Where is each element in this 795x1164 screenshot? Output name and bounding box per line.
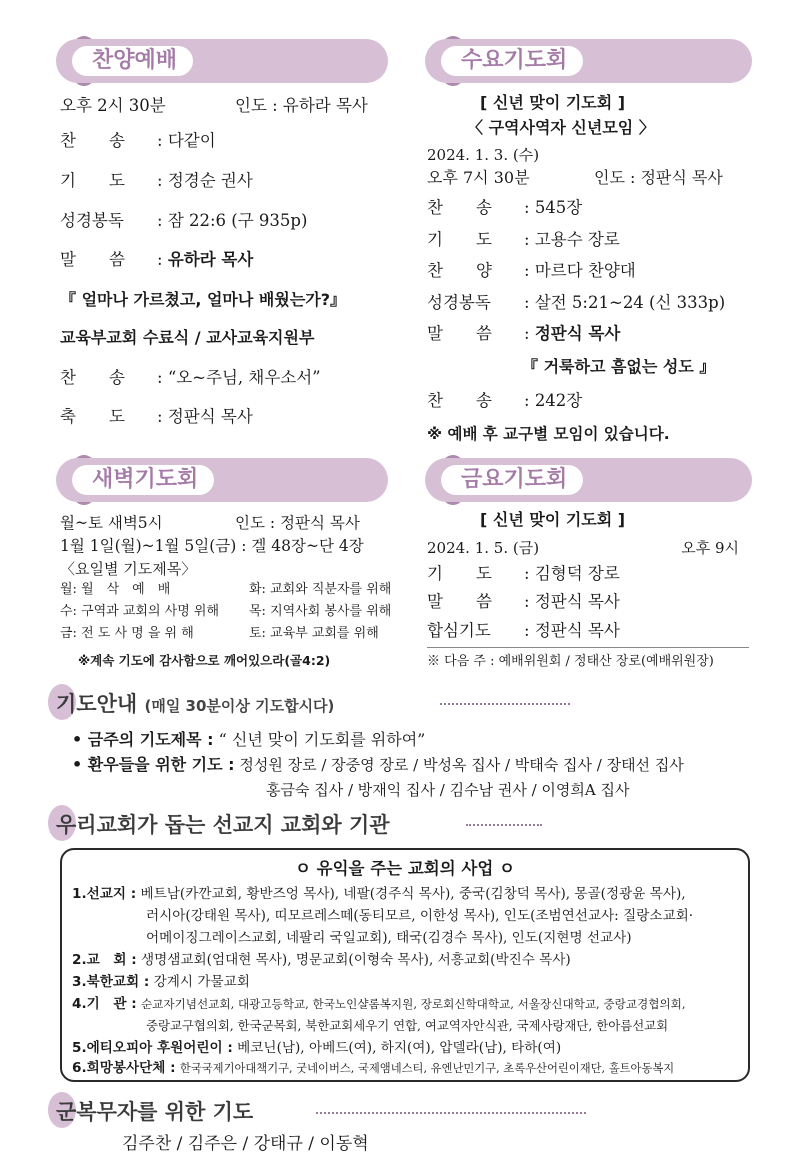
wednesday-row-choir: 찬 양 : 마르다 찬양대 [427, 261, 636, 280]
friday-next-week: ※ 다음 주 : 예배위원회 / 정태산 장로(예배위원장) [427, 654, 714, 669]
dawn-schedule: 월~토 새벽5시 [60, 514, 163, 532]
dawn-header [56, 458, 388, 502]
dawn-schedule-row [60, 511, 360, 535]
friday-date: 2024. 1. 5. (금) [427, 539, 540, 557]
friday-header [425, 458, 752, 502]
friday-heading: [ 신년 맞이 기도회 ] [480, 510, 626, 529]
praise-time: 오후 2시 30분 [60, 96, 166, 115]
praise-row-benediction: 축 도 : 정판식 목사 [60, 407, 253, 426]
dawn-leader: 인도 : 정판식 목사 [235, 514, 360, 532]
prayer-topic-value: “ 신년 맞이 기도회를 위하여” [218, 730, 426, 749]
dawn-title: 새벽기도회 [72, 465, 214, 495]
friday-row-sermon: 말 씀 : 정판식 목사 [427, 592, 620, 611]
dawn-topic-row: 수: 구역과 교회의 사명 위해 목: 지역사회 봉사를 위해 [60, 604, 392, 619]
soldiers-dots [316, 1112, 586, 1114]
friday-row-joint-prayer: 합심기도 : 정판식 목사 [427, 621, 620, 640]
missions-item-line: 중랑교구협의회, 한국군목회, 북한교회세우기 연합, 여교역자안식관, 국제사랑재단, 한아름선교회 [146, 1018, 669, 1033]
prayer-guide-title: 기도안내 [56, 692, 138, 716]
wednesday-row-sermon: 말 씀 : 정판식 목사 [427, 324, 621, 343]
prayer-guide-dots [440, 703, 570, 705]
wednesday-notice: ※ 예배 후 교구별 모임이 있습니다. [427, 425, 670, 443]
missions-heading: 우리교회가 돕는 선교지 교회와 기관 [56, 809, 390, 839]
prayer-guide-subtitle: (매일 30분이상 기도합시다) [144, 697, 335, 715]
wednesday-heading2: 〈 구역사역자 신년모임 〉 [467, 118, 655, 137]
soldiers-heading: 군복무자를 위한 기도 [56, 1096, 253, 1126]
praise-time-row [60, 94, 368, 118]
wednesday-leader: 인도 : 정판식 목사 [594, 168, 723, 187]
wednesday-header [425, 39, 752, 83]
missions-box-title: ㅇ 유익을 주는 교회의 사업 ㅇ [295, 859, 515, 878]
missions-item-line: 러시아(강태원 목사), 띠모르레스떼(동티모르, 이한성 목사), 인도(조범연선교사: 질랑소교회· [146, 908, 694, 924]
praise-service-header [56, 39, 388, 83]
missions-dots [466, 824, 542, 826]
missions-item-mission-field: 1.선교지 : 베트남(카깐교회, 황반즈엉 목사), 네팔(경주식 목사), 중국(김창덕 목사), 몽골(정광윤 목사), [72, 886, 686, 902]
wednesday-heading1: [ 신년 맞이 기도회 ] [480, 93, 626, 112]
dawn-topics-title: 〈요일별 기도제목〉 [60, 560, 197, 578]
wednesday-date: 2024. 1. 3. (수) [427, 146, 540, 164]
prayer-topic-row [72, 728, 425, 752]
praise-row-hymn: 찬 송 : 다같이 [60, 131, 216, 150]
wednesday-sermon-title: 『 거룩하고 흠없는 성도 』 [522, 357, 716, 376]
praise-ceremony: 교육부교회 수료식 / 교사교육지원부 [60, 328, 315, 347]
missions-box [60, 848, 750, 1082]
missions-item-institutions: 4.기 관 : 순교자기념선교회, 대광고등학교, 한국노인샬롬복지원, 장로회신학대학교, 서울장신대학교, 중랑교경협의회, [72, 996, 686, 1012]
friday-row-prayer: 기 도 : 김형덕 장로 [427, 564, 620, 583]
patients-line2: 홍금숙 집사 / 방재익 집사 / 김수남 권사 / 이영희A 집사 [266, 781, 630, 799]
patients-line1: 정성원 장로 / 장중영 장로 / 박성옥 집사 / 박태숙 집사 / 장태선 집사 [239, 756, 684, 774]
wednesday-title: 수요기도회 [441, 46, 583, 76]
soldiers-names: 김주찬 / 김주은 / 강태규 / 이동혁 [122, 1134, 369, 1154]
praise-row-sermon: 말 씀 : 유하라 목사 [60, 250, 254, 269]
friday-divider [427, 647, 749, 648]
missions-item-line: 어메이징그레이스교회, 네팔리 국일교회), 태국(김경수 목사), 인도(지현명 선교사) [146, 930, 632, 946]
patients-row [72, 753, 684, 777]
patients-label: • 환우들을 위한 기도 : [72, 755, 235, 774]
wednesday-row-hymn: 찬 송 : 545장 [427, 198, 583, 217]
friday-time: 오후 9시 [681, 539, 739, 557]
praise-row-scripture: 성경봉독 : 잠 22:6 (구 935p) [60, 211, 308, 230]
wednesday-time-row [427, 166, 723, 190]
praise-leader: 인도 : 유하라 목사 [235, 96, 368, 115]
wednesday-row-scripture: 성경봉독 : 살전 5:21~24 (신 333p) [427, 293, 726, 312]
missions-item-ethiopia: 5.에티오피아 후원어린이 : 베코닌(남), 아베드(여), 하지(여), 압델라(남), 타하(여) [72, 1040, 562, 1056]
dawn-topic-row: 월: 월 삭 예 배 화: 교회와 직분자를 위해 [60, 582, 392, 597]
missions-item-churches: 2.교 회 : 생명샘교회(엄대현 목사), 명문교회(이형숙 목사), 서흥교회(박진수 목사) [72, 952, 571, 968]
prayer-guide-heading [56, 688, 334, 718]
missions-item-north-korea: 3.북한교회 : 강계시 가물교회 [72, 974, 250, 990]
wednesday-row-hymn2: 찬 송 : 242장 [427, 391, 583, 410]
praise-sermon-title: 『 얼마나 가르쳤고, 얼마나 배웠는가?』 [60, 290, 347, 309]
friday-date-row [427, 536, 747, 560]
friday-title: 금요기도회 [441, 465, 583, 495]
prayer-topic-label: • 금주의 기도제목 : [72, 730, 214, 749]
wednesday-time: 오후 7시 30분 [427, 168, 530, 187]
dawn-topic-row: 금: 전 도 사 명 을 위 해 토: 교육부 교회를 위해 [60, 626, 379, 641]
wednesday-row-prayer: 기 도 : 고용수 장로 [427, 230, 620, 249]
praise-service-title: 찬양예배 [72, 46, 193, 76]
dawn-verse: ※계속 기도에 감사함으로 깨어있으라(골4:2) [78, 653, 331, 668]
praise-row-hymn2: 찬 송 : “오~주님, 채우소서” [60, 368, 321, 387]
praise-row-prayer: 기 도 : 정경순 권사 [60, 171, 253, 190]
dawn-range: 1월 1일(월)~1월 5일(금) : 겔 48장~단 4장 [60, 537, 364, 555]
missions-item-volunteer: 6.희망봉사단체 : 한국국제기아대책기구, 굿네이버스, 국제앰네스티, 유엔난민기구, 초록우산어린이재단, 홀트아동복지 [72, 1060, 675, 1076]
